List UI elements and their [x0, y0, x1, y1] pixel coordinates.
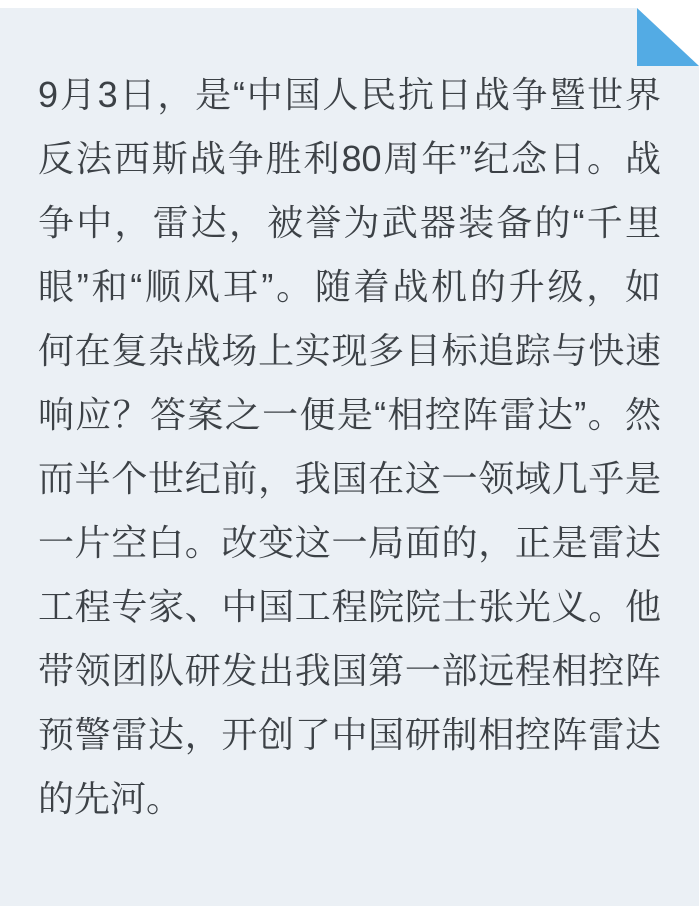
article-card: [0, 8, 699, 906]
text-line: 反法西斯战争胜利80周年”纪念日。战: [38, 138, 661, 179]
text-line: 争中，雷达，被誉为武器装备的“千里: [38, 202, 661, 243]
text-line: 的先河。: [38, 778, 183, 819]
article-paragraph: [38, 63, 661, 831]
text-line: 何在复杂战场上实现多目标追踪与快速: [38, 330, 661, 371]
folded-corner-icon: [637, 8, 699, 66]
text-line: 而半个世纪前，我国在这一领域几乎是: [38, 458, 661, 499]
text-line: 工程专家、中国工程院院士张光义。他: [38, 586, 661, 627]
text-line: 预警雷达，开创了中国研制相控阵雷达: [38, 714, 661, 755]
text-line: 眼”和“顺风耳”。随着战机的升级，如: [38, 266, 661, 307]
text-line: 响应？答案之一便是“相控阵雷达”。然: [38, 394, 661, 435]
text-line: 一片空白。改变这一局面的，正是雷达: [38, 522, 661, 563]
text-line: 带领团队研发出我国第一部远程相控阵: [38, 650, 661, 691]
text-line: 9月3日，是“中国人民抗日战争暨世界: [38, 74, 661, 115]
